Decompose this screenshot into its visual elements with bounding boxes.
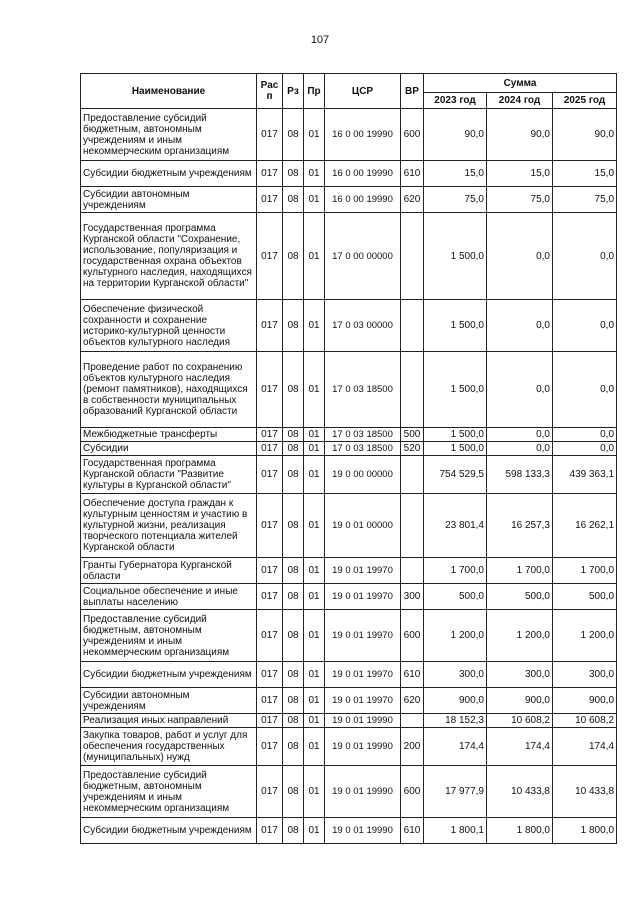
row-name-cell: Проведение работ по сохранению объектов культурного наследия (ремонт памятников), находящихся в собственности муниципальных образований Курганской области	[81, 352, 257, 428]
row-name-cell: Гранты Губернатора Курганской области	[81, 558, 257, 584]
row-2024-cell: 10 608,2	[487, 714, 553, 728]
row-pr-cell: 01	[304, 352, 325, 428]
row-pr-cell: 01	[304, 688, 325, 714]
row-rz-cell: 08	[283, 766, 304, 818]
row-vr-cell: 600	[401, 766, 424, 818]
row-2024-cell: 300,0	[487, 662, 553, 688]
row-vr-cell: 300	[401, 584, 424, 610]
row-csr-cell: 19 0 01 19990	[325, 766, 401, 818]
row-rz-cell: 08	[283, 662, 304, 688]
row-vr-cell	[401, 558, 424, 584]
row-name-cell: Субсидии бюджетным учреждениям	[81, 818, 257, 844]
row-2023-cell: 15,0	[424, 161, 487, 187]
row-ras-cell: 017	[257, 213, 283, 300]
row-2023-cell: 1 700,0	[424, 558, 487, 584]
table-row	[81, 818, 617, 844]
row-2025-cell: 900,0	[553, 688, 617, 714]
row-2025-cell: 174,4	[553, 728, 617, 766]
row-2023-cell: 1 500,0	[424, 213, 487, 300]
row-csr-cell: 19 0 01 19970	[325, 558, 401, 584]
row-2024-cell: 500,0	[487, 584, 553, 610]
row-2023-cell: 900,0	[424, 688, 487, 714]
table-row	[81, 352, 617, 428]
row-name-cell: Государственная программа Курганской области "Сохранение, использование, популяризация и государственная охрана объектов культурного наследия, находящихся на территории Курганской области"	[81, 213, 257, 300]
row-csr-cell: 19 0 01 19990	[325, 714, 401, 728]
row-name-cell: Субсидии	[81, 442, 257, 456]
page-number: 107	[310, 34, 330, 46]
row-vr-cell: 620	[401, 688, 424, 714]
row-csr-cell: 19 0 00 00000	[325, 456, 401, 494]
row-ras-cell: 017	[257, 494, 283, 558]
row-pr-cell: 01	[304, 728, 325, 766]
row-vr-cell	[401, 352, 424, 428]
row-vr-cell: 600	[401, 610, 424, 662]
row-pr-cell: 01	[304, 818, 325, 844]
row-2024-cell: 90,0	[487, 109, 553, 161]
header-year-2024: 2024 год	[487, 93, 553, 109]
row-2024-cell: 0,0	[487, 428, 553, 442]
table-row	[81, 728, 617, 766]
table-row	[81, 494, 617, 558]
row-pr-cell: 01	[304, 428, 325, 442]
row-name-cell: Обеспечение доступа граждан к культурным ценностям и участию в культурной жизни, реализация творческого потенциала жителей Курганской области	[81, 494, 257, 558]
row-2023-cell: 1 500,0	[424, 442, 487, 456]
row-2023-cell: 174,4	[424, 728, 487, 766]
row-pr-cell: 01	[304, 662, 325, 688]
row-ras-cell: 017	[257, 300, 283, 352]
table-row	[81, 213, 617, 300]
table-row	[81, 456, 617, 494]
row-pr-cell: 01	[304, 442, 325, 456]
row-name-cell: Субсидии бюджетным учреждениям	[81, 662, 257, 688]
row-2024-cell: 16 257,3	[487, 494, 553, 558]
row-2023-cell: 1 200,0	[424, 610, 487, 662]
row-2023-cell: 18 152,3	[424, 714, 487, 728]
row-2025-cell: 500,0	[553, 584, 617, 610]
row-csr-cell: 17 0 03 18500	[325, 428, 401, 442]
row-vr-cell	[401, 213, 424, 300]
row-rz-cell: 08	[283, 456, 304, 494]
table-row	[81, 109, 617, 161]
row-ras-cell: 017	[257, 161, 283, 187]
row-2024-cell: 10 433,8	[487, 766, 553, 818]
row-name-cell: Субсидии бюджетным учреждениям	[81, 161, 257, 187]
row-csr-cell: 19 0 01 19990	[325, 818, 401, 844]
row-name-cell: Предоставление субсидий бюджетным, автономным учреждениям и иным некоммерческим организациям	[81, 610, 257, 662]
row-vr-cell: 610	[401, 662, 424, 688]
row-pr-cell: 01	[304, 161, 325, 187]
row-rz-cell: 08	[283, 300, 304, 352]
row-vr-cell: 200	[401, 728, 424, 766]
row-rz-cell: 08	[283, 352, 304, 428]
row-csr-cell: 19 0 01 19970	[325, 610, 401, 662]
row-name-cell: Предоставление субсидий бюджетным, автономным учреждениям и иным некоммерческим организациям	[81, 109, 257, 161]
row-2023-cell: 23 801,4	[424, 494, 487, 558]
row-rz-cell: 08	[283, 688, 304, 714]
row-name-cell: Предоставление субсидий бюджетным, автономным учреждениям и иным некоммерческим организациям	[81, 766, 257, 818]
row-rz-cell: 08	[283, 187, 304, 213]
row-2025-cell: 0,0	[553, 213, 617, 300]
row-rz-cell: 08	[283, 728, 304, 766]
row-csr-cell: 19 0 01 19970	[325, 662, 401, 688]
row-2023-cell: 300,0	[424, 662, 487, 688]
row-ras-cell: 017	[257, 662, 283, 688]
table-body	[81, 109, 617, 844]
row-2025-cell: 300,0	[553, 662, 617, 688]
row-2023-cell: 500,0	[424, 584, 487, 610]
row-2025-cell: 1 200,0	[553, 610, 617, 662]
row-ras-cell: 017	[257, 109, 283, 161]
row-rz-cell: 08	[283, 714, 304, 728]
row-vr-cell	[401, 714, 424, 728]
row-ras-cell: 017	[257, 456, 283, 494]
row-2024-cell: 598 133,3	[487, 456, 553, 494]
row-rz-cell: 08	[283, 584, 304, 610]
row-2024-cell: 0,0	[487, 300, 553, 352]
row-ras-cell: 017	[257, 558, 283, 584]
row-name-cell: Реализация иных направлений	[81, 714, 257, 728]
row-pr-cell: 01	[304, 610, 325, 662]
table-row	[81, 442, 617, 456]
row-2024-cell: 0,0	[487, 213, 553, 300]
row-name-cell: Закупка товаров, работ и услуг для обеспечения государственных (муниципальных) нужд	[81, 728, 257, 766]
table-row	[81, 714, 617, 728]
row-name-cell: Межбюджетные трансферты	[81, 428, 257, 442]
row-rz-cell: 08	[283, 109, 304, 161]
row-rz-cell: 08	[283, 161, 304, 187]
row-2025-cell: 0,0	[553, 428, 617, 442]
row-name-cell: Социальное обеспечение и иные выплаты населению	[81, 584, 257, 610]
row-2024-cell: 1 800,0	[487, 818, 553, 844]
header-vr: ВР	[401, 74, 424, 109]
row-pr-cell: 01	[304, 213, 325, 300]
row-csr-cell: 16 0 00 19990	[325, 109, 401, 161]
row-csr-cell: 17 0 03 00000	[325, 300, 401, 352]
row-rz-cell: 08	[283, 610, 304, 662]
row-pr-cell: 01	[304, 187, 325, 213]
table-row	[81, 662, 617, 688]
table-row	[81, 558, 617, 584]
row-name-cell: Государственная программа Курганской области "Развитие культуры в Курганской области"	[81, 456, 257, 494]
row-ras-cell: 017	[257, 818, 283, 844]
row-ras-cell: 017	[257, 352, 283, 428]
row-vr-cell: 620	[401, 187, 424, 213]
row-pr-cell: 01	[304, 584, 325, 610]
row-pr-cell: 01	[304, 714, 325, 728]
row-vr-cell: 500	[401, 428, 424, 442]
row-2024-cell: 1 200,0	[487, 610, 553, 662]
header-pr: Пр	[304, 74, 325, 109]
row-csr-cell: 16 0 00 19990	[325, 187, 401, 213]
table-row	[81, 187, 617, 213]
row-pr-cell: 01	[304, 300, 325, 352]
row-vr-cell: 610	[401, 161, 424, 187]
header-name: Наименование	[81, 74, 257, 109]
row-2025-cell: 1 700,0	[553, 558, 617, 584]
row-2025-cell: 75,0	[553, 187, 617, 213]
row-ras-cell: 017	[257, 688, 283, 714]
row-ras-cell: 017	[257, 187, 283, 213]
table-row	[81, 766, 617, 818]
table-row	[81, 610, 617, 662]
table-header	[81, 74, 617, 109]
row-2024-cell: 174,4	[487, 728, 553, 766]
table-row	[81, 584, 617, 610]
row-2025-cell: 15,0	[553, 161, 617, 187]
header-ras: Рас п	[257, 74, 283, 109]
table-row	[81, 300, 617, 352]
row-vr-cell: 610	[401, 818, 424, 844]
row-rz-cell: 08	[283, 494, 304, 558]
row-vr-cell: 600	[401, 109, 424, 161]
row-2024-cell: 900,0	[487, 688, 553, 714]
row-2024-cell: 15,0	[487, 161, 553, 187]
row-csr-cell: 17 0 03 18500	[325, 442, 401, 456]
row-2023-cell: 754 529,5	[424, 456, 487, 494]
row-rz-cell: 08	[283, 818, 304, 844]
row-name-cell: Субсидии автономным учреждениям	[81, 187, 257, 213]
row-pr-cell: 01	[304, 558, 325, 584]
row-ras-cell: 017	[257, 428, 283, 442]
row-csr-cell: 19 0 01 19970	[325, 688, 401, 714]
row-name-cell: Обеспечение физической сохранности и сохранение историко-культурной ценности объектов культурного наследия	[81, 300, 257, 352]
row-pr-cell: 01	[304, 494, 325, 558]
row-2025-cell: 10 433,8	[553, 766, 617, 818]
row-rz-cell: 08	[283, 428, 304, 442]
row-rz-cell: 08	[283, 558, 304, 584]
row-2023-cell: 75,0	[424, 187, 487, 213]
row-pr-cell: 01	[304, 766, 325, 818]
row-2024-cell: 1 700,0	[487, 558, 553, 584]
row-csr-cell: 19 0 01 00000	[325, 494, 401, 558]
row-2025-cell: 16 262,1	[553, 494, 617, 558]
row-csr-cell: 19 0 01 19970	[325, 584, 401, 610]
row-2025-cell: 0,0	[553, 300, 617, 352]
row-ras-cell: 017	[257, 610, 283, 662]
row-rz-cell: 08	[283, 213, 304, 300]
row-2025-cell: 90,0	[553, 109, 617, 161]
row-vr-cell	[401, 456, 424, 494]
header-year-2023: 2023 год	[424, 93, 487, 109]
row-csr-cell: 17 0 03 18500	[325, 352, 401, 428]
row-name-cell: Субсидии автономным учреждениям	[81, 688, 257, 714]
row-2024-cell: 75,0	[487, 187, 553, 213]
row-2025-cell: 0,0	[553, 442, 617, 456]
row-2023-cell: 1 500,0	[424, 428, 487, 442]
row-pr-cell: 01	[304, 109, 325, 161]
row-2025-cell: 439 363,1	[553, 456, 617, 494]
row-ras-cell: 017	[257, 714, 283, 728]
row-vr-cell	[401, 494, 424, 558]
table-row	[81, 428, 617, 442]
row-2025-cell: 10 608,2	[553, 714, 617, 728]
header-rz: Рз	[283, 74, 304, 109]
row-rz-cell: 08	[283, 442, 304, 456]
row-ras-cell: 017	[257, 766, 283, 818]
table-row	[81, 688, 617, 714]
row-ras-cell: 017	[257, 442, 283, 456]
header-csr: ЦСР	[325, 74, 401, 109]
row-2024-cell: 0,0	[487, 352, 553, 428]
row-pr-cell: 01	[304, 456, 325, 494]
row-vr-cell	[401, 300, 424, 352]
row-2023-cell: 90,0	[424, 109, 487, 161]
row-2025-cell: 1 800,0	[553, 818, 617, 844]
row-2023-cell: 17 977,9	[424, 766, 487, 818]
budget-table	[80, 73, 617, 844]
row-2025-cell: 0,0	[553, 352, 617, 428]
row-vr-cell: 520	[401, 442, 424, 456]
header-year-2025: 2025 год	[553, 93, 617, 109]
header-sum: Сумма	[424, 74, 617, 93]
row-2024-cell: 0,0	[487, 442, 553, 456]
row-ras-cell: 017	[257, 584, 283, 610]
row-2023-cell: 1 800,1	[424, 818, 487, 844]
row-2023-cell: 1 500,0	[424, 352, 487, 428]
row-2023-cell: 1 500,0	[424, 300, 487, 352]
row-csr-cell: 17 0 00 00000	[325, 213, 401, 300]
row-csr-cell: 16 0 00 19990	[325, 161, 401, 187]
table-row	[81, 161, 617, 187]
row-csr-cell: 19 0 01 19990	[325, 728, 401, 766]
row-ras-cell: 017	[257, 728, 283, 766]
